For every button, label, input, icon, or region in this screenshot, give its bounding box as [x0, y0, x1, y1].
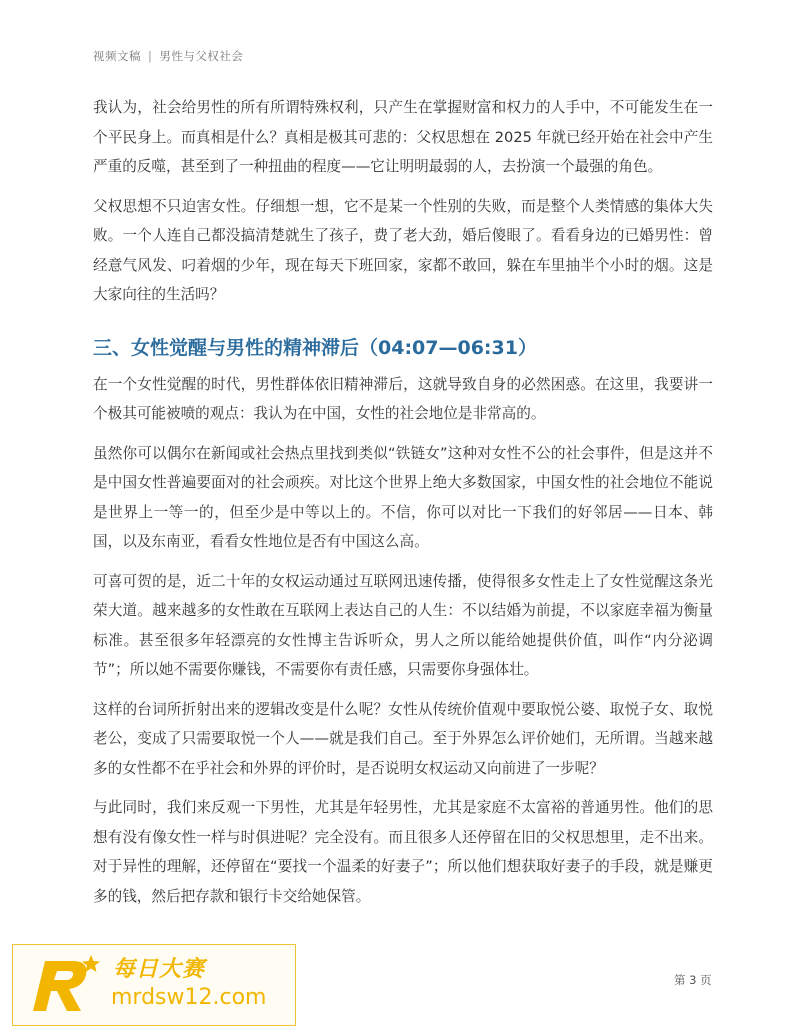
paragraph: 这样的台词所折射出来的逻辑改变是什么呢？女性从传统价值观中要取悦公婆、取悦子女、取悦老公，变成了只需要取悦一个人——就是我们自己。至于外界怎么评价她们，无所谓。当越来越多的女性都不在乎社会和外界的评价时，是否说明女权运动又向前进了一步呢？ — [93, 700, 713, 777]
watermark-badge — [12, 944, 296, 1026]
paragraph: 与此同时，我们来反观一下男性，尤其是年轻男性，尤其是家庭不太富裕的普通男性。他们的思想有没有像女性一样与时俱进呢？完全没有。而且很多人还停留在旧的父权思想里，走不出来。对于异性的理解，还停留在“要找一个温柔的好妻子”；所以他们想获取好妻子的手段，就是赚更多的钱，然后把存款和银行卡交给她保管。 — [93, 799, 713, 905]
paragraph: 父权思想不只迫害女性。仔细想一想，它不是某一个性别的失败，而是整个人类情感的集体大失败。一个人连自己都没搞清楚就生了孩子，费了老大劲，婚后傻眼了。看看身边的已婚男性：曾经意气风发、叼着烟的少年，现在每天下班回家，家都不敢回，躲在车里抽半个小时的烟。这是大家向往的生活吗？ — [93, 197, 713, 303]
header-doc-title: 男性与父权社会 — [159, 49, 244, 63]
paragraph: 我认为，社会给男性的所有所谓特殊权利，只产生在掌握财富和权力的人手中，不可能发生在一个平民身上。而真相是什么？真相是极其可悲的：父权思想在 2025 年就已经开始在社会中产生严重的反噬，甚至到了一种扭曲的程度——它让明明最弱的人，去扮演一个最强的角色。 — [93, 99, 713, 175]
document-body — [93, 93, 713, 921]
running-header — [93, 48, 243, 64]
section-heading: 三、女性觉醒与男性的精神滞后（04:07—06:31） — [93, 336, 537, 359]
watermark-brand-text: 每日大赛 — [113, 957, 206, 982]
watermark-url-text: mrdsw12.com — [111, 985, 267, 1010]
paragraph: 虽然你可以偶尔在新闻或社会热点里找到类似“铁链女”这种对女性不公的社会事件，但是这并不是中国女性普遍要面对的社会顽疾。对比这个世界上绝大多数国家，中国女性的社会地位不能说是世界上一等一的，但至少是中等以上的。不信，你可以对比一下我们的好邻居——日本、韩国，以及东南亚，看看女性地位是否有中国这么高。 — [93, 444, 713, 550]
header-separator: | — [148, 49, 153, 63]
header-doc-type: 视频文稿 — [93, 49, 141, 63]
paragraph: 可喜可贺的是，近二十年的女权运动通过互联网迅速传播，使得很多女性走上了女性觉醒这条光荣大道。越来越多的女性敢在互联网上表达自己的人生：不以结婚为前提，不以家庭幸福为衡量标准。甚至很多年轻漂亮的女性博主告诉听众，男人之所以能给她提供价值，叫作“内分泌调节”；所以她不需要你赚钱，不需要你有责任感，只需要你身强体壮。 — [93, 572, 713, 678]
page-number: 第 3 页 — [674, 973, 712, 987]
r-star-logo-icon — [23, 953, 105, 1017]
paragraph: 在一个女性觉醒的时代，男性群体依旧精神滞后，这就导致自身的必然困惑。在这里，我要讲一个极其可能被喷的观点：我认为在中国，女性的社会地位是非常高的。 — [93, 375, 713, 422]
